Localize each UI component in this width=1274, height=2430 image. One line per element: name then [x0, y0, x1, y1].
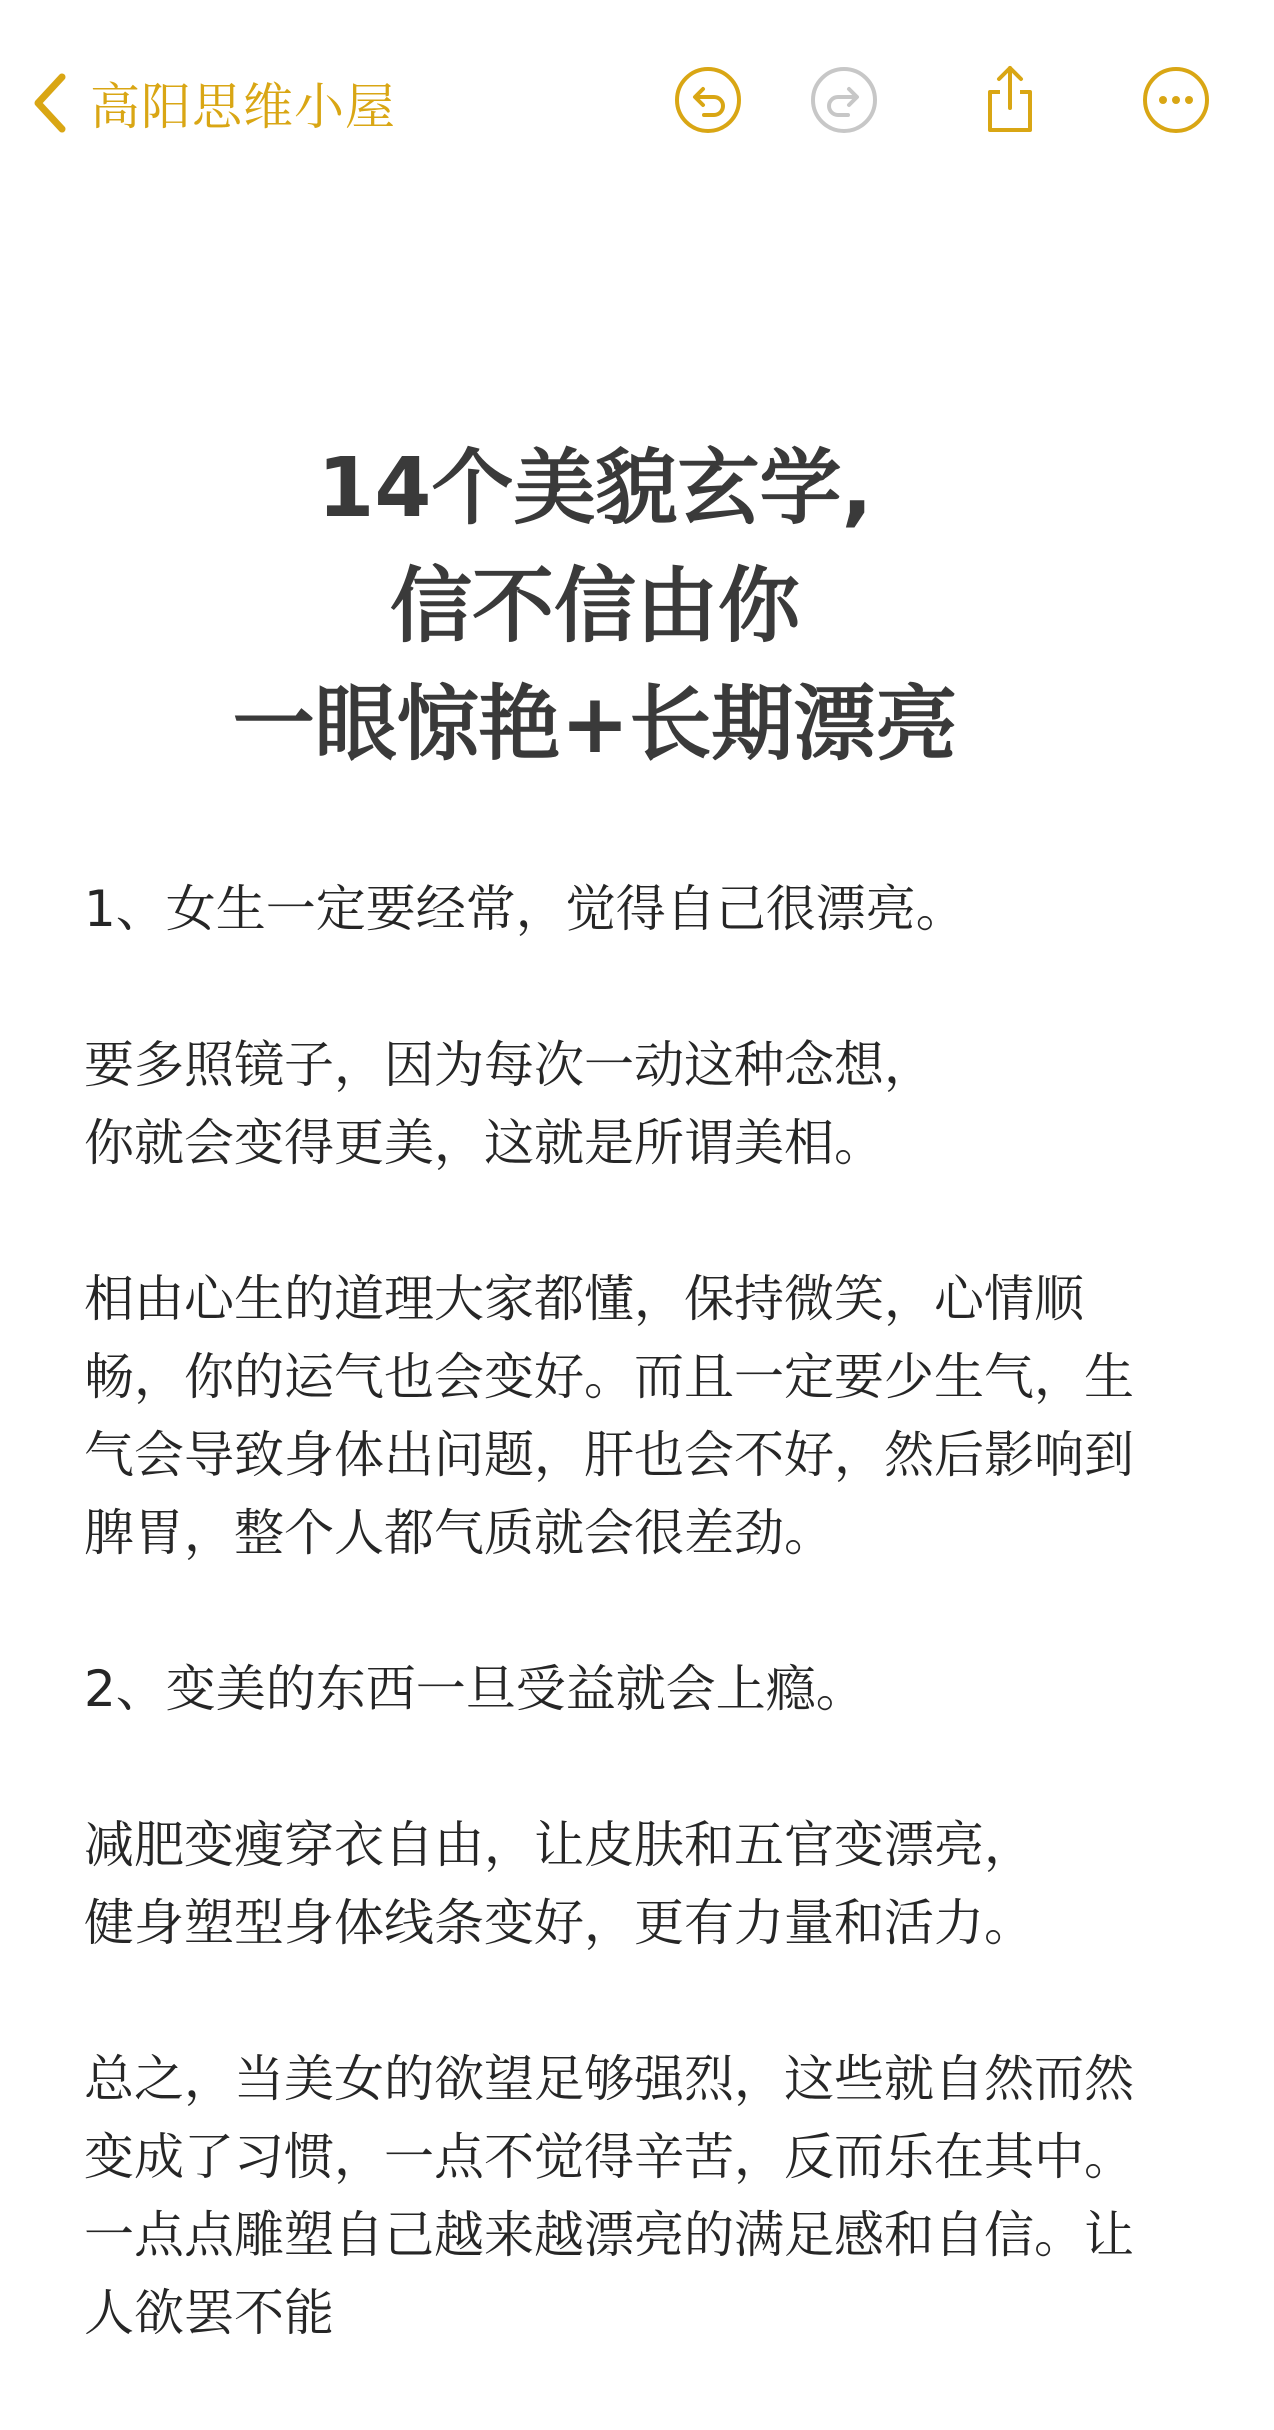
paragraph-5	[84, 1806, 1194, 1962]
paragraph-6	[84, 2040, 1194, 2352]
undo-icon	[672, 64, 744, 136]
text-line: 脾胃，整个人都气质就会很差劲。	[84, 1504, 834, 1562]
navigation-bar	[0, 0, 1274, 210]
undo-button[interactable]	[668, 60, 748, 140]
text-line: 畅，你的运气也会变好。而且一定要少生气，生	[84, 1348, 1134, 1406]
text-line: 一点点雕塑自己越来越漂亮的满足感和自信。让	[84, 2206, 1134, 2264]
text-line: 2、变美的东西一旦受益就会上瘾。	[84, 1660, 866, 1718]
text-line: 气会导致身体出问题，肝也会不好，然后影响到	[84, 1426, 1134, 1484]
paragraph-3	[84, 1260, 1194, 1572]
text-line: 人欲罢不能	[84, 2284, 334, 2342]
share-button[interactable]	[970, 60, 1050, 140]
text-line: 减肥变瘦穿衣自由，让皮肤和五官变漂亮，	[84, 1816, 1034, 1874]
text-line: 变成了习惯，一点不觉得辛苦，反而乐在其中。	[84, 2128, 1134, 2186]
paragraph-4	[84, 1650, 1194, 1728]
text-line: 你就会变得更美，这就是所谓美相。	[84, 1114, 884, 1172]
more-button[interactable]	[1136, 60, 1216, 140]
title-line-2: 信不信由你	[389, 559, 800, 654]
redo-icon	[808, 64, 880, 136]
title-line-1: 14个美貌玄学,	[317, 441, 873, 536]
note-title	[0, 430, 1190, 784]
text-line: 总之，当美女的欲望足够强烈，这些就自然而然	[84, 2050, 1134, 2108]
back-label: 高阳思维小屋	[90, 78, 396, 136]
more-icon	[1140, 64, 1212, 136]
chevron-left-icon	[28, 69, 72, 137]
back-button[interactable]	[28, 58, 396, 148]
text-line: 1、女生一定要经常，觉得自己很漂亮。	[84, 880, 966, 938]
text-line: 相由心生的道理大家都懂，保持微笑，心情顺	[84, 1270, 1084, 1328]
share-icon	[974, 64, 1046, 136]
text-line: 要多照镜子，因为每次一动这种念想，	[84, 1036, 934, 1094]
paragraph-1	[84, 870, 1194, 948]
text-line: 健身塑型身体线条变好，更有力量和活力。	[84, 1894, 1034, 1952]
note-body[interactable]	[84, 870, 1194, 2430]
redo-button[interactable]	[804, 60, 884, 140]
title-line-3: 一眼惊艳+长期漂亮	[232, 677, 958, 772]
paragraph-2	[84, 1026, 1194, 1182]
